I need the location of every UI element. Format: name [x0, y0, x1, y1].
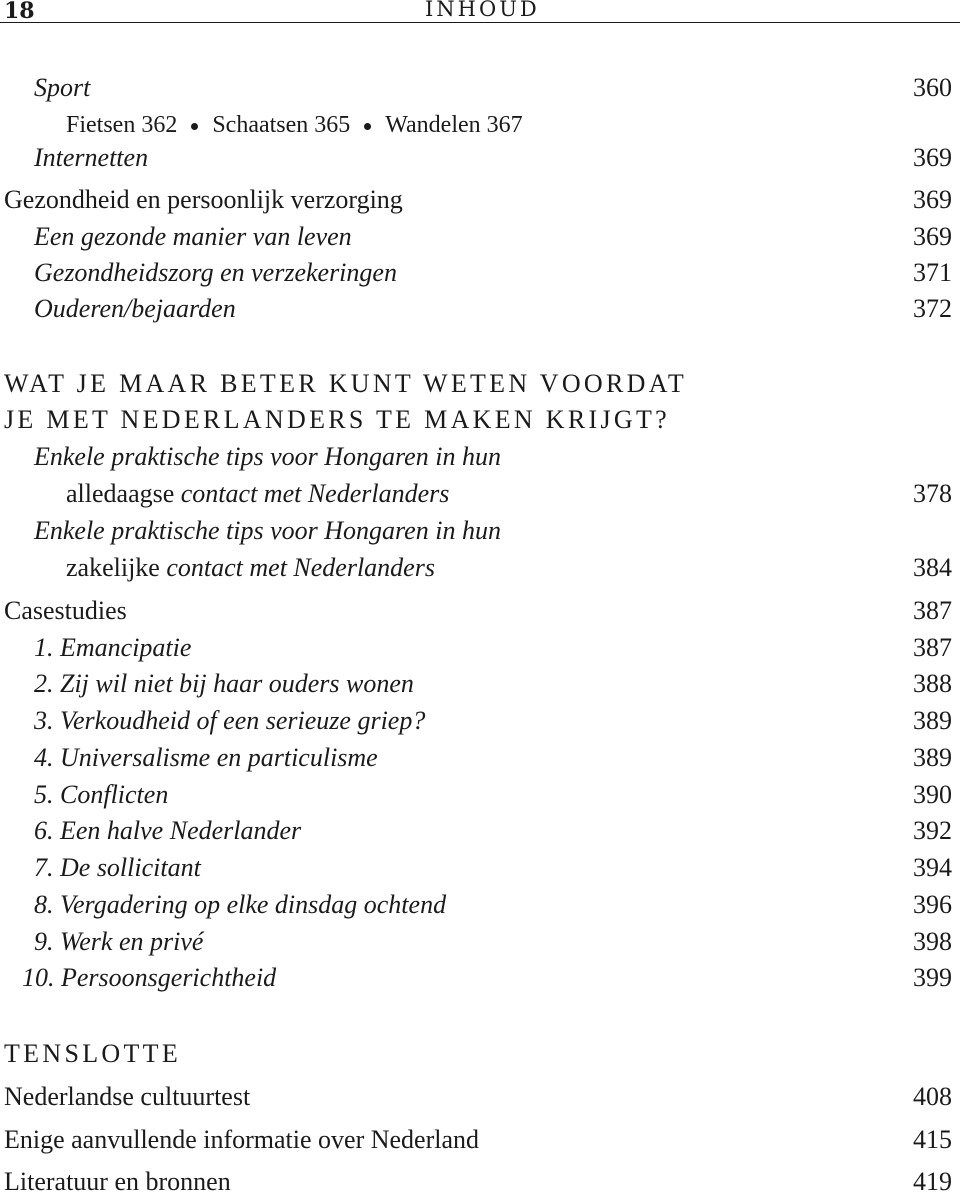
toc-entry-label: 2. Zij wil niet bij haar ouders wonen — [34, 669, 414, 698]
toc-entry-label: Internetten — [34, 143, 149, 172]
toc-entry-sport[interactable] — [0, 71, 952, 105]
page-header — [0, 0, 960, 23]
page-number: 18 — [4, 0, 35, 24]
toc-entry-case[interactable] — [0, 778, 952, 812]
toc-entry-tips-zakelijke[interactable] — [0, 514, 952, 548]
toc-entry-page: 387 — [913, 596, 952, 625]
toc-entry-label: zakelijke contact met Nederlanders — [66, 553, 435, 582]
toc-entry-label: 5. Conflicten — [34, 780, 169, 809]
toc-entry-case[interactable] — [0, 741, 952, 775]
toc-entry-page: 372 — [913, 294, 952, 323]
toc-entry-page: 387 — [913, 633, 952, 662]
toc-entry-label: Een gezonde manier van leven — [34, 222, 352, 251]
toc-entry-tips-alledaagse-cont[interactable] — [0, 477, 952, 511]
toc-entry-page: 369 — [913, 222, 952, 251]
toc-entry-label: Gezondheidszorg en verzekeringen — [34, 258, 397, 287]
section-heading-line1: WAT JE MAAR BETER KUNT WETEN VOORDAT — [4, 369, 688, 398]
toc-entry-gezondheidszorg[interactable] — [0, 256, 952, 290]
toc-entry-tips-zakelijke-cont[interactable] — [0, 551, 952, 585]
toc-entry-tips-alledaagse[interactable] — [0, 440, 952, 474]
toc-entry-label: 8. Vergadering op elke dinsdag ochtend — [34, 890, 447, 919]
toc-entry-ouderen[interactable] — [0, 292, 952, 326]
toc-entry-page: 388 — [913, 669, 952, 698]
toc-entry-aanvullende-informatie[interactable] — [0, 1123, 952, 1157]
toc-entry-label: Enkele praktische tips voor Hongaren in hun — [34, 516, 501, 545]
toc-entry-page: 396 — [913, 890, 952, 919]
toc-entry-literatuur[interactable] — [0, 1165, 952, 1199]
subitem-wandelen[interactable]: Wandelen 367 — [385, 112, 523, 138]
toc-entry-label: 10. Persoonsgerichtheid — [22, 963, 277, 992]
bullet-icon — [364, 123, 371, 130]
toc-entry-case[interactable] — [0, 851, 952, 885]
toc-entry-label: Ouderen/bejaarden — [34, 294, 236, 323]
toc-entry-label: 7. De sollicitant — [34, 853, 201, 882]
toc-entry-label: Enige aanvullende informatie over Nederland — [4, 1125, 480, 1154]
subitem-fietsen[interactable]: Fietsen 362 — [66, 112, 178, 138]
toc-entry-label: Gezondheid en persoonlijk verzorging — [4, 185, 403, 214]
toc-entry-label: alledaagse contact met Nederlanders — [66, 479, 450, 508]
toc-entry-page: 408 — [913, 1082, 952, 1111]
toc-entry-case[interactable] — [0, 961, 952, 995]
toc-entry-page: 378 — [913, 479, 952, 508]
section-heading-tenslotte: TENSLOTTE — [4, 1039, 182, 1068]
sport-subitems — [66, 108, 523, 142]
toc-entry-page: 419 — [913, 1167, 952, 1196]
toc-entry-page: 399 — [913, 963, 952, 992]
running-title: INHOUD — [425, 0, 540, 21]
toc-entry-page: 390 — [913, 780, 952, 809]
section-heading-line2: JE MET NEDERLANDERS TE MAKEN KRIJGT? — [4, 405, 670, 434]
toc-entry-page: 394 — [913, 853, 952, 882]
toc-entry-page: 360 — [913, 73, 952, 102]
toc-entry-label: 1. Emancipatie — [34, 633, 192, 662]
toc-entry-page: 384 — [913, 553, 952, 582]
toc-entry-case[interactable] — [0, 667, 952, 701]
toc-entry-label: 6. Een halve Nederlander — [34, 816, 302, 845]
toc-entry-label: Nederlandse cultuurtest — [4, 1082, 251, 1111]
toc-entry-page: 392 — [913, 816, 952, 845]
subitem-schaatsen[interactable]: Schaatsen 365 — [212, 112, 351, 138]
toc-entry-page: 369 — [913, 185, 952, 214]
toc-entry-page: 369 — [913, 143, 952, 172]
toc-entry-page: 389 — [913, 743, 952, 772]
toc-entry-page: 398 — [913, 927, 952, 956]
toc-entry-label: Literatuur en bronnen — [4, 1167, 231, 1196]
toc-entry-page: 371 — [913, 258, 952, 287]
toc-entry-internetten[interactable] — [0, 141, 952, 175]
bullet-icon — [191, 123, 198, 130]
toc-entry-label: Casestudies — [4, 596, 127, 625]
toc-entry-case[interactable] — [0, 888, 952, 922]
toc-entry-label: 9. Werk en privé — [34, 927, 204, 956]
toc-entry-label: 4. Universalisme en particulisme — [34, 743, 378, 772]
toc-entry-case[interactable] — [0, 631, 952, 665]
toc-entry-label: Sport — [34, 73, 91, 102]
toc-entry-page: 415 — [913, 1125, 952, 1154]
toc-entry-gezondheid[interactable] — [0, 183, 952, 217]
toc-entry-cultuurtest[interactable] — [0, 1080, 952, 1114]
toc-entry-page: 389 — [913, 706, 952, 735]
toc-entry-case[interactable] — [0, 925, 952, 959]
toc-entry-case[interactable] — [0, 704, 952, 738]
toc-entry-label: 3. Verkoudheid of een serieuze griep? — [34, 706, 426, 735]
toc-entry-label: Enkele praktische tips voor Hongaren in hun — [34, 442, 501, 471]
toc-entry-casestudies[interactable] — [0, 594, 952, 628]
toc-entry-gezonde-manier[interactable] — [0, 220, 952, 254]
toc-entry-case[interactable] — [0, 814, 952, 848]
